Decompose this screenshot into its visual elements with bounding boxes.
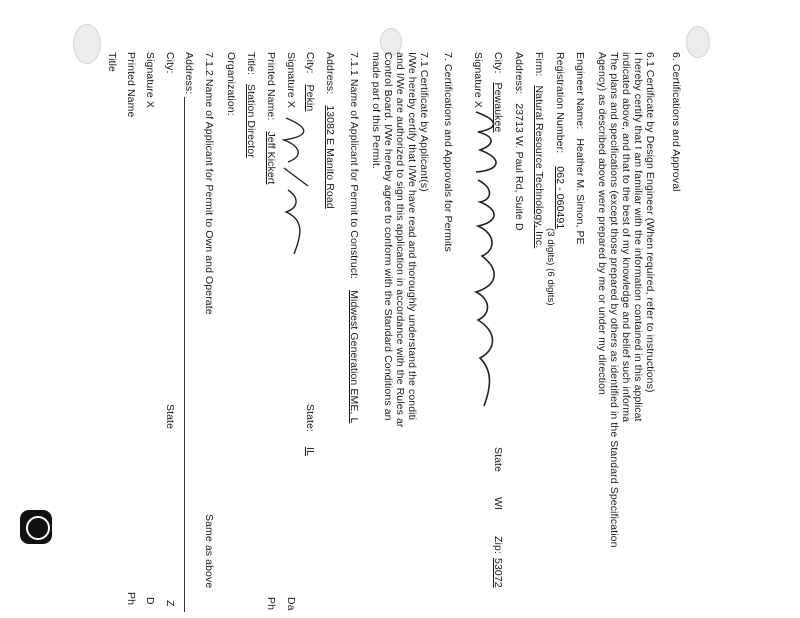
applicant-printed-row (265, 52, 277, 612)
engineer-signature-image (466, 110, 506, 410)
city-value: Pekin (304, 84, 316, 112)
cert-7-1-text: I/We hereby certify that I/We have read and thoroughly understand the conditi (406, 52, 418, 421)
applicant-construct-value: Midwest Generation EME, L (348, 290, 360, 424)
date-label: Da (285, 597, 297, 611)
organization-label: Organization: (225, 52, 237, 116)
title-label: Title: (245, 52, 257, 75)
state-value: WI (492, 497, 504, 511)
cert-7-1-text: and I/We are authorized to sign this application in accordance with the Rules ar (394, 52, 406, 428)
phone-label: Ph (125, 592, 137, 606)
operate-printed-row (125, 52, 137, 612)
engineer-signature-label: Signature X (472, 52, 484, 108)
applicant-signature-image (278, 116, 314, 256)
cert-6-1-text: I hereby certify that I am familiar with the information contained in this applicat (632, 52, 644, 422)
operate-address-label: Address: (183, 52, 195, 95)
printed-name-label: Printed Name: (265, 52, 277, 121)
address-label: Address: (324, 52, 336, 95)
date-label: D (144, 597, 156, 605)
registration-label: Registration Number: (554, 52, 566, 154)
cert-7-1-text: Control Board. I/We hereby agree to conform with the Standard Conditions an (382, 52, 394, 421)
address-value: 23713 W. Paul Rd, Suite D (513, 103, 525, 231)
punch-hole (686, 26, 710, 58)
address-underline (184, 97, 185, 612)
registration-row (554, 52, 566, 229)
printed-name-label: Printed Name (125, 52, 137, 118)
rotated-form-page (106, 52, 682, 612)
section-7-heading: 7. Certifications and Approvals for Permits (442, 52, 454, 252)
cert-7-1-text: made part of this Permit. (370, 52, 382, 169)
engineer-name-row (574, 52, 586, 245)
zip-label-partial: Z (164, 600, 176, 607)
zip-value: 53072 (492, 558, 504, 588)
applicant-operate-row (203, 52, 215, 612)
firm-row (533, 52, 545, 248)
applicant-operate-label: 7.1.2 Name of Applicant for Permit to Own and Operate (203, 52, 215, 315)
applicant-construct-label: 7.1.1 Name of Applicant for Permit to Construct: (348, 52, 360, 280)
city-value: Pewaukee (492, 82, 504, 133)
signature-label: Signature X (285, 52, 297, 108)
cert-6-1-text: Agency) as described above were prepared by me or under my direction (596, 52, 608, 395)
punch-hole (73, 24, 101, 64)
registration-value: 062 - 060491 (554, 166, 566, 230)
engineer-name-value: Heather M. Simon, PE (574, 138, 586, 245)
signature-label: Signature X (144, 52, 156, 108)
registration-hint: (3 digits) (6 digits) (545, 228, 556, 306)
address-label: Address: (513, 52, 525, 95)
cert-6-1-text: The plans and specifications (except those prepared by others as identified in the Standard Specification (608, 52, 620, 548)
state-value: IL (304, 447, 316, 456)
phone-label: Ph (265, 597, 277, 611)
engineer-name-label: Engineer Name: (574, 52, 586, 130)
state-label: State (164, 404, 176, 430)
state-label: State (492, 447, 504, 473)
applicant-operate-value: Same as above (203, 514, 215, 589)
printed-name-value: Jeff Kickert (265, 131, 277, 185)
firm-value: Natural Resource Technology, Inc. (533, 85, 545, 249)
applicant-title-row (245, 52, 257, 158)
engineer-address-row (513, 52, 525, 231)
city-label: City: (492, 52, 504, 74)
city-label: City: (164, 52, 176, 74)
state-label: State: (304, 404, 316, 433)
firm-label: Firm: (533, 52, 545, 77)
operate-city-row (164, 52, 176, 612)
operate-signature-row (144, 52, 156, 612)
city-label: City: (304, 52, 316, 74)
address-value: 13082 E Manito Road (324, 105, 336, 209)
applicant-construct-row (348, 52, 360, 423)
section-6-heading: 6. Certifications and Approval (670, 52, 682, 192)
title-value: Station Director (245, 84, 257, 158)
operate-title-label: Title (106, 52, 118, 72)
scan-artifact (20, 510, 52, 544)
zip-label: Zip: (492, 536, 504, 554)
applicant-address-row (324, 52, 336, 209)
cert-6-1-title: 6.1 Certificate by Design Engineer (When required, refer to instructions) (644, 52, 656, 393)
cert-7-1-title: 7.1 Certificate by Applicant(s) (418, 52, 430, 192)
cert-6-1-text: indicated above, and that to the best of my knowledge and belief such informa (620, 52, 632, 423)
